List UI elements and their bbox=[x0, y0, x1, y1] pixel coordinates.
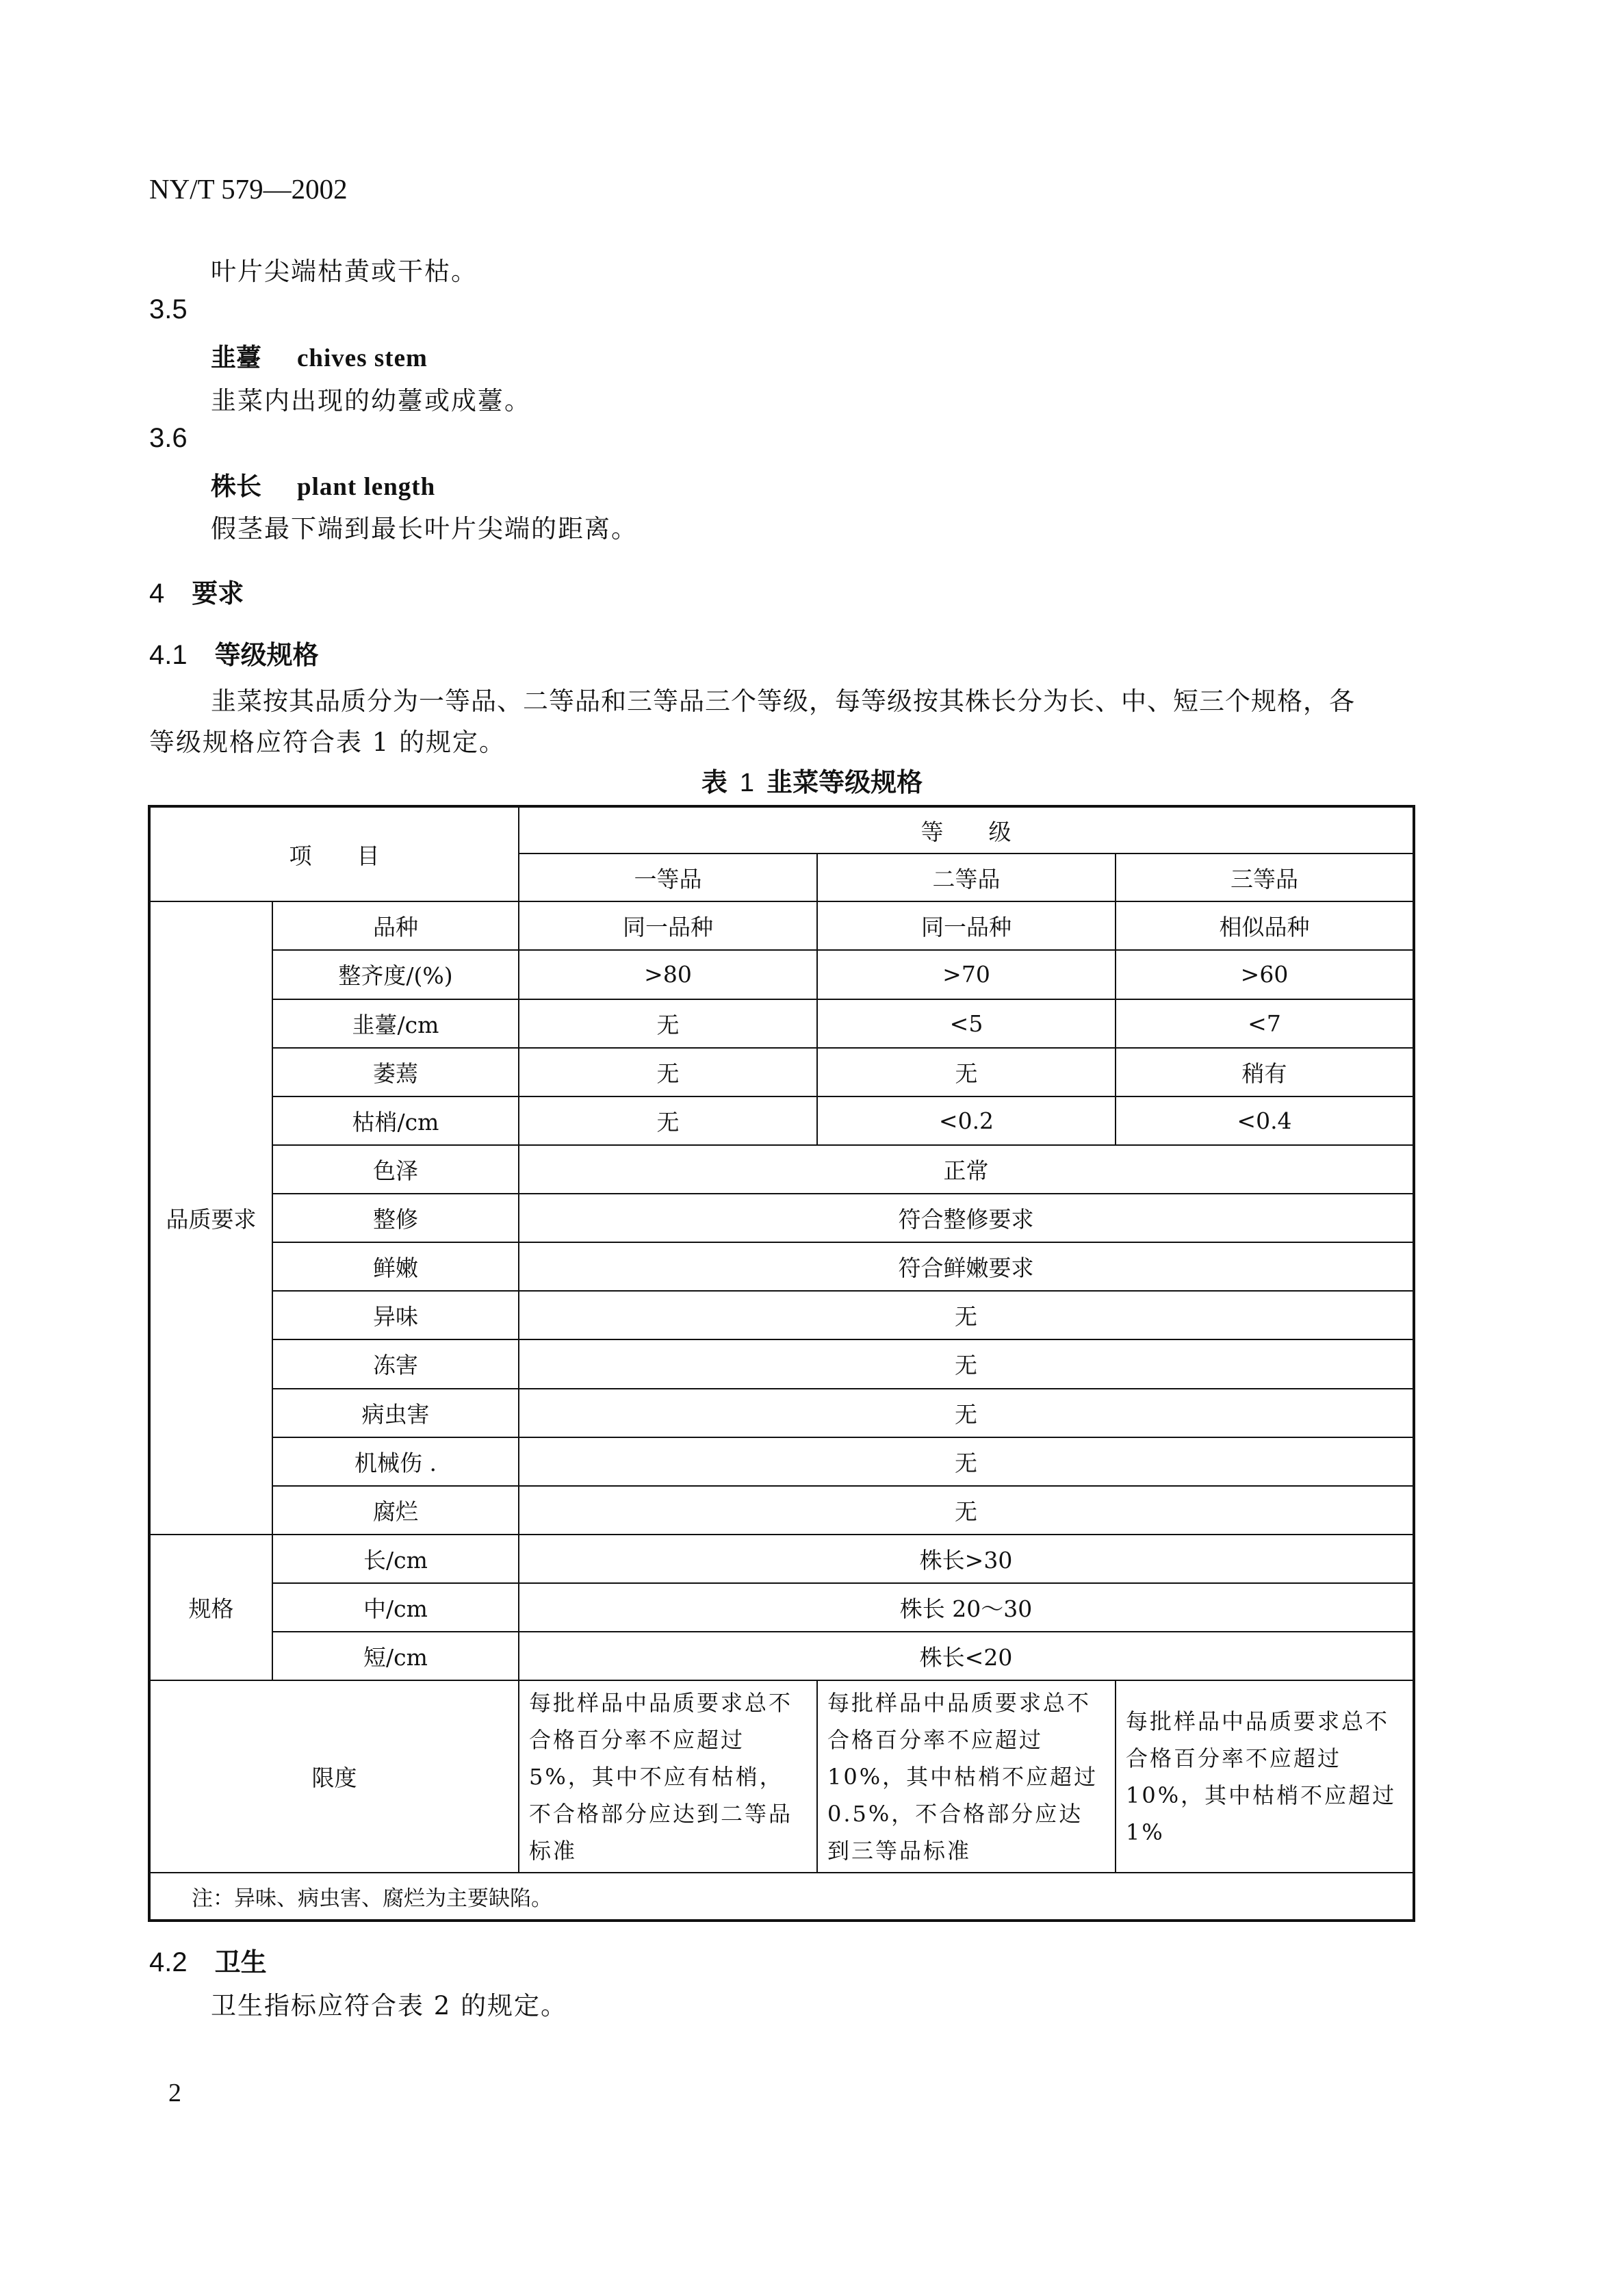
limit-grade-2: 每批样品中品质要求总不合格百分率不应超过10%，其中枯梢不应超过0.5%，不合格部分应达到三等品标准 bbox=[817, 1680, 1116, 1873]
definition-3-5: 韭菜内出现的幼薹或成薹。 bbox=[211, 386, 531, 415]
section-4-1-heading bbox=[149, 634, 319, 671]
section-4-2-title: 卫生 bbox=[214, 1947, 267, 1977]
term-3-6 bbox=[211, 465, 435, 502]
table-1-caption-title: 韭菜等级规格 bbox=[766, 767, 923, 797]
limit-label: 限度 bbox=[149, 1680, 519, 1873]
limit-grade-3: 每批样品中品质要求总不合格百分率不应超过10%，其中枯梢不应超过1% bbox=[1116, 1680, 1414, 1873]
cell-value: >60 bbox=[1116, 950, 1414, 999]
chives-grade-table bbox=[148, 805, 1415, 1922]
cell-value: <7 bbox=[1116, 999, 1414, 1048]
term-3-5-cn: 韭薹 bbox=[211, 342, 261, 372]
cell-value: 相似品种 bbox=[1116, 901, 1414, 950]
cell-value-merged: 符合鲜嫩要求 bbox=[519, 1242, 1414, 1291]
section-3-5-number: 3.5 bbox=[149, 294, 188, 324]
row-label: 腐烂 bbox=[272, 1486, 519, 1535]
section-4-1-paragraph-line-1: 韭菜按其品质分为一等品、二等品和三等品三个等级，每等级按其株长分为长、中、短三个规格，各 bbox=[211, 687, 1355, 716]
cell-value-merged: 株长>30 bbox=[519, 1535, 1414, 1583]
quality-group-label: 品质要求 bbox=[149, 901, 272, 1535]
limit-grade-1: 每批样品中品质要求总不合格百分率不应超过5%，其中不应有枯梢，不合格部分应达到二等品标准 bbox=[519, 1680, 817, 1873]
page-number: 2 bbox=[168, 2079, 181, 2107]
cell-value-merged: 株长<20 bbox=[519, 1632, 1414, 1680]
section-4-number: 4 bbox=[149, 578, 165, 608]
section-3-6-number: 3.6 bbox=[149, 423, 188, 453]
section-4-1-paragraph-line-2: 等级规格应符合表 1 的规定。 bbox=[149, 728, 506, 757]
header-grade-1: 一等品 bbox=[519, 854, 817, 901]
row-label: 异味 bbox=[272, 1291, 519, 1339]
term-3-5 bbox=[211, 337, 428, 374]
cell-value: 无 bbox=[519, 1048, 817, 1096]
cell-value: >70 bbox=[817, 950, 1116, 999]
doc-code-header: NY/T 579—2002 bbox=[149, 173, 348, 205]
row-label: 中/cm bbox=[272, 1583, 519, 1632]
cell-value: 同一品种 bbox=[519, 901, 817, 950]
row-label: 鲜嫩 bbox=[272, 1242, 519, 1291]
spec-group-label: 规格 bbox=[149, 1535, 272, 1680]
row-label: 冻害 bbox=[272, 1339, 519, 1388]
cell-value: 无 bbox=[817, 1048, 1116, 1096]
term-3-6-cn: 株长 bbox=[211, 471, 261, 501]
header-grade: 等 级 bbox=[519, 806, 1414, 854]
definition-3-6: 假茎最下端到最长叶片尖端的距离。 bbox=[211, 514, 638, 543]
cell-value-merged: 无 bbox=[519, 1291, 1414, 1339]
row-label: 品种 bbox=[272, 901, 519, 950]
cell-value-merged: 无 bbox=[519, 1486, 1414, 1535]
cell-value-merged: 符合整修要求 bbox=[519, 1194, 1414, 1242]
row-label: 机械伤 . bbox=[272, 1437, 519, 1486]
row-label: 长/cm bbox=[272, 1535, 519, 1583]
definition-3-4-continued: 叶片尖端枯黄或干枯。 bbox=[211, 257, 478, 286]
cell-value-merged: 株长 20～30 bbox=[519, 1583, 1414, 1632]
table-1-caption-number: 1 bbox=[739, 769, 755, 797]
cell-value-merged: 无 bbox=[519, 1437, 1414, 1486]
row-label: 枯梢/cm bbox=[272, 1096, 519, 1145]
cell-value: 无 bbox=[519, 999, 817, 1048]
row-label: 萎蔫 bbox=[272, 1048, 519, 1096]
section-4-1-title: 等级规格 bbox=[214, 639, 319, 670]
section-4-2-heading bbox=[149, 1941, 267, 1979]
cell-value: 同一品种 bbox=[817, 901, 1116, 950]
row-label: 短/cm bbox=[272, 1632, 519, 1680]
section-4-title: 要求 bbox=[192, 578, 244, 608]
cell-value: <0.4 bbox=[1116, 1096, 1414, 1145]
cell-value: >80 bbox=[519, 950, 817, 999]
cell-value-merged: 无 bbox=[519, 1339, 1414, 1388]
section-4-2-number: 4.2 bbox=[149, 1947, 188, 1977]
header-grade-2: 二等品 bbox=[817, 854, 1116, 901]
cell-value: <5 bbox=[817, 999, 1116, 1048]
cell-value: 无 bbox=[519, 1096, 817, 1145]
header-grade-3: 三等品 bbox=[1116, 854, 1414, 901]
table-note: 注：异味、病虫害、腐烂为主要缺陷。 bbox=[149, 1873, 1414, 1921]
header-item: 项 目 bbox=[149, 806, 519, 901]
table-1-caption-prefix: 表 bbox=[701, 767, 727, 797]
row-label: 韭薹/cm bbox=[272, 999, 519, 1048]
section-4-heading bbox=[149, 572, 244, 610]
cell-value-merged: 正常 bbox=[519, 1145, 1414, 1194]
section-4-1-number: 4.1 bbox=[149, 640, 188, 670]
section-4-2-paragraph: 卫生指标应符合表 2 的规定。 bbox=[211, 1991, 568, 2020]
term-3-5-en: chives stem bbox=[297, 344, 428, 372]
cell-value: <0.2 bbox=[817, 1096, 1116, 1145]
table-1-caption bbox=[0, 761, 1624, 799]
row-label: 色泽 bbox=[272, 1145, 519, 1194]
row-label: 整齐度/(%) bbox=[272, 950, 519, 999]
row-label: 整修 bbox=[272, 1194, 519, 1242]
cell-value-merged: 无 bbox=[519, 1389, 1414, 1437]
row-label: 病虫害 bbox=[272, 1389, 519, 1437]
term-3-6-en: plant length bbox=[297, 473, 436, 501]
cell-value: 稍有 bbox=[1116, 1048, 1414, 1096]
